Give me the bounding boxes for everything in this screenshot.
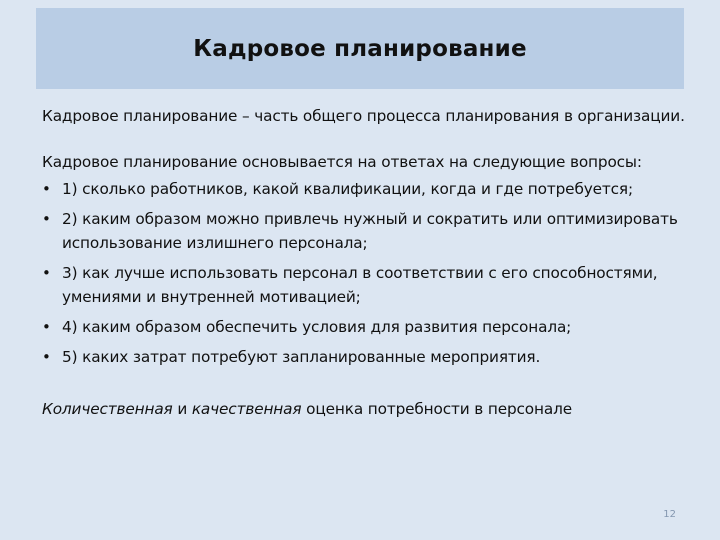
closing-italic-qualitative: качественная <box>191 400 302 418</box>
closing-paragraph <box>42 397 692 421</box>
page-number: 12 <box>663 509 676 520</box>
paragraph-spacer <box>42 128 692 150</box>
list-item-text: 1) сколько работников, какой квалификации, когда и где потребуется; <box>62 180 633 198</box>
list-item <box>42 207 692 255</box>
list-item <box>42 177 692 201</box>
list-item <box>42 261 692 309</box>
bullet-marker: • <box>42 318 51 336</box>
closing-italic-quantitative: Количественная <box>42 400 173 418</box>
bullet-marker: • <box>42 348 51 366</box>
bullet-marker: • <box>42 180 51 198</box>
bullet-marker: • <box>42 264 51 282</box>
lead-paragraph: Кадровое планирование основывается на ответах на следующие вопросы: <box>42 153 642 171</box>
list-item-text: 4) каким образом обеспечить условия для развития персонала; <box>62 318 572 336</box>
slide-title: Кадровое планирование <box>193 35 527 62</box>
list-item-text: 3) как лучше использовать персонал в соответствии с его способностями, умениями и внутренней мотивацией; <box>62 264 658 306</box>
title-banner <box>36 8 684 89</box>
intro-paragraph: Кадровое планирование – часть общего процесса планирования в организации. <box>42 107 685 125</box>
paragraph-spacer <box>42 375 692 397</box>
list-item-text: 2) каким образом можно привлечь нужный и сократить или оптимизировать использование излишнего персонала; <box>62 210 678 252</box>
question-list <box>42 177 692 369</box>
list-item <box>42 315 692 339</box>
bullet-marker: • <box>42 210 51 228</box>
list-item <box>42 345 692 369</box>
closing-rest: оценка потребности в персонале <box>301 400 572 418</box>
slide-body <box>42 104 692 421</box>
list-item-text: 5) каких затрат потребуют запланированные мероприятия. <box>62 348 541 366</box>
closing-conjunction: и <box>172 400 192 418</box>
